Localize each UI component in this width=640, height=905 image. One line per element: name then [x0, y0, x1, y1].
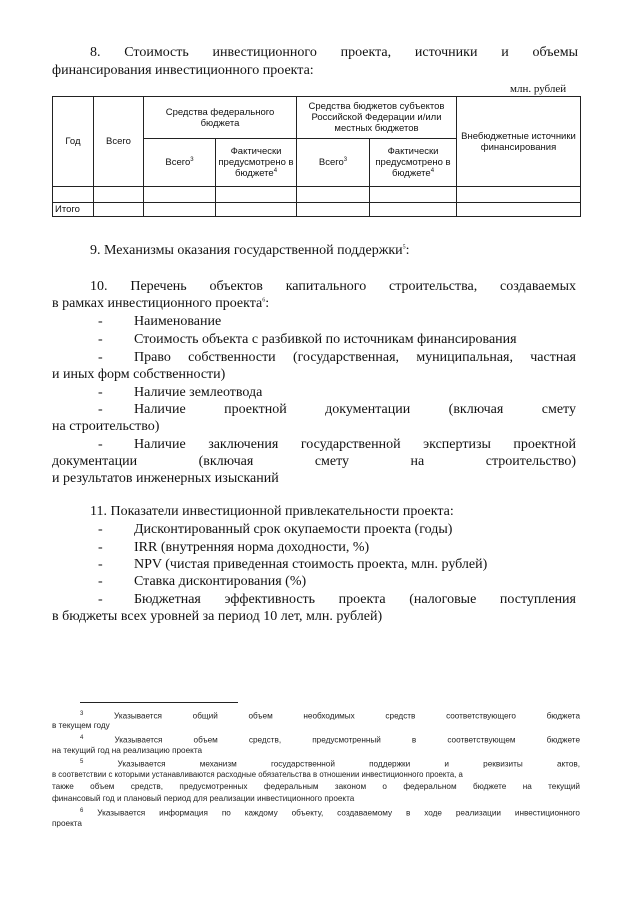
col-extra-header: Внебюджетные источники финансирования	[457, 97, 581, 187]
list-item-cont: на строительство)	[52, 419, 160, 434]
sub-fact-regional: Фактически предусмотрено в бюджете$^4$	[370, 139, 457, 187]
list-item: - Наличие землеотвода	[98, 385, 263, 400]
section-8-heading: 8. Стоимость инвестиционного проекта, источники и объемы	[90, 45, 578, 60]
col-year-header: Год	[53, 97, 94, 187]
sub-total-regional: Всего$^3$	[297, 139, 370, 187]
list-item: - Дисконтированный срок окупаемости проекта (годы)	[98, 522, 453, 537]
footnote-6-cont: проекта	[52, 819, 82, 828]
section-8-heading-cont: финансирования инвестиционного проекта:	[52, 63, 314, 78]
col-regional-header: Средства бюджетов субъектов Российской Федерации и/или местных бюджетов	[297, 97, 457, 139]
table-row-total	[53, 203, 581, 217]
unit-label: млн. рублей	[510, 83, 567, 95]
footnote-5-cont: финансовый год и плановый период для реализации инвестиционного проекта	[52, 794, 355, 803]
col-total-header: Всего	[94, 97, 144, 187]
footnote-4: $^4$ Указывается объем средств, предусмотренный в соответствующем бюджете	[80, 735, 580, 745]
list-item-cont: документации (включая смету на строительство)	[52, 454, 576, 469]
list-item: - NPV (чистая приведенная стоимость проекта, млн. рублей)	[98, 557, 488, 572]
list-item: - Ставка дисконтирования (%)	[98, 574, 307, 589]
footnote-4-cont: на текущий год на реализацию проекта	[52, 746, 203, 755]
list-item-cont: и иных форм собственности)	[52, 367, 226, 382]
list-item-cont: и результатов инженерных изысканий	[52, 471, 279, 486]
sub-total-federal: Всего$^3$	[144, 139, 216, 187]
total-row-label: Итого	[53, 203, 94, 217]
list-item: - Наличие проектной документации (включая смету	[98, 402, 576, 417]
section-9-heading: 9. Механизмы оказания государственной поддержки$^5$:	[90, 243, 410, 258]
sub-fact-federal: Фактически предусмотрено в бюджете$^4$	[216, 139, 297, 187]
footnote-5-cont: также объем средств, предусмотренных федеральным законом о федеральном бюджете на текущий	[52, 782, 580, 791]
section-10-heading-cont: в рамках инвестиционного проекта$^6$:	[52, 296, 270, 311]
footnote-6: $^6$ Указывается информация по каждому объекту, создаваемому в ходе реализации инвестиционного	[80, 808, 580, 818]
list-item: - Наличие заключения государственной экспертизы проектной	[98, 437, 576, 452]
footnote-3: $^3$ Указывается общий объем необходимых средств соответствующего бюджета	[80, 711, 580, 721]
list-item: - Стоимость объекта с разбивкой по источникам финансирования	[98, 332, 517, 347]
list-item: - Бюджетная эффективность проекта (налоговые поступления	[98, 592, 576, 607]
list-item: - Наименование	[98, 314, 222, 329]
footnote-5: $^5$ Указывается механизм государственной поддержки и реквизиты актов,	[80, 759, 581, 769]
col-federal-header: Средства федерального бюджета	[144, 97, 297, 139]
list-item: - IRR (внутренняя норма доходности, %)	[98, 540, 370, 555]
footnote-separator	[80, 702, 238, 703]
table-row	[53, 187, 581, 203]
section-11-heading: 11. Показатели инвестиционной привлекательности проекта:	[90, 504, 454, 519]
list-item-cont: в бюджеты всех уровней за период 10 лет, млн. рублей)	[52, 609, 383, 624]
footnote-3-cont: в текущем году	[52, 721, 110, 730]
section-10-heading: 10. Перечень объектов капитального строительства, создаваемых	[90, 279, 576, 294]
footnote-5-cont: в соответствии с которыми устанавливаются расходные обязательства в отношении инвестиционного проекта, а	[52, 770, 463, 779]
financing-table	[52, 96, 581, 217]
list-item: - Право собственности (государственная, муниципальная, частная	[98, 350, 576, 365]
